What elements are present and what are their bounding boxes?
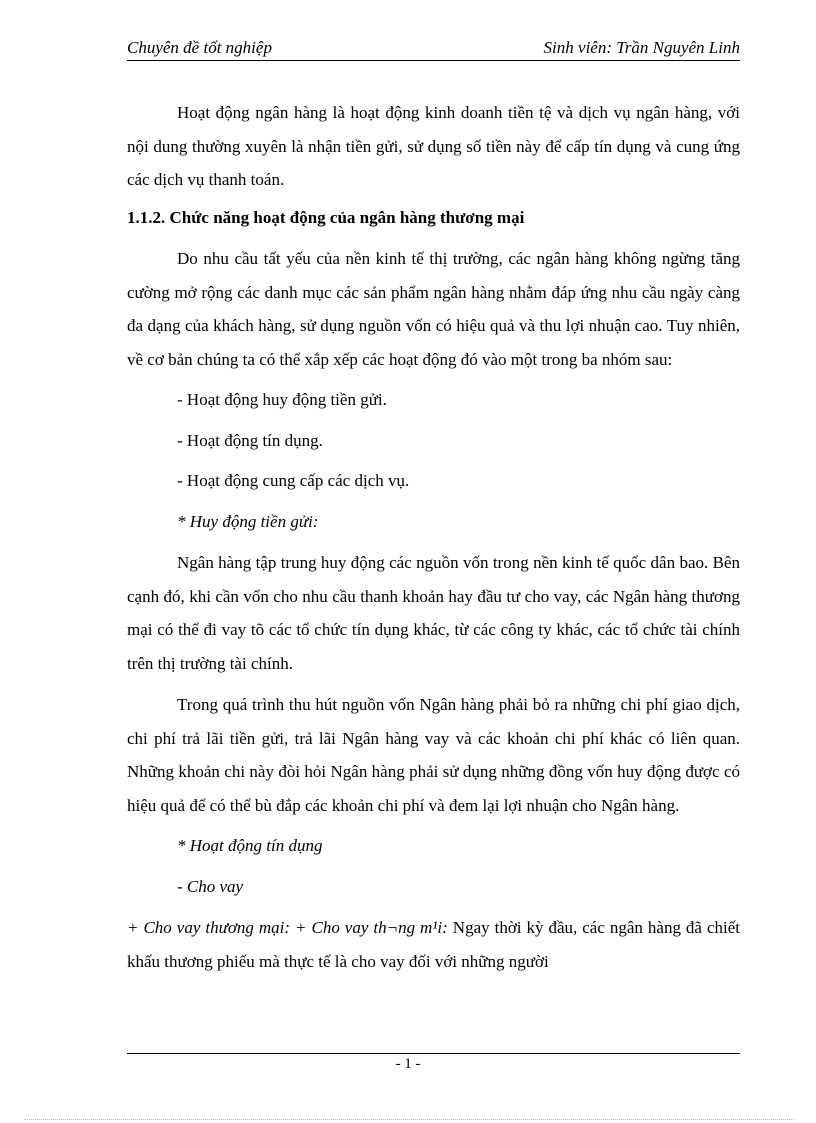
subheading-credit: * Hoạt động tín dụng <box>177 836 323 855</box>
paragraph-costs: Trong quá trình thu hút nguồn vốn Ngân hàng phải bỏ ra những chi phí giao dịch, chi phí trả lãi tiền gửi, trả lãi Ngân hàng vay và các khoản chi phí khác có liên quan. Những khoản chi này đòi hỏi Ngân hàng phải sử dụng những đồng vốn huy động được có hiệu quả để có thể bù đắp các khoản chi phí và đem lại lợi nhuận cho Ngân hàng. <box>127 695 740 815</box>
document-body <box>127 96 740 978</box>
header-author: Sinh viên: Trần Nguyên Linh <box>543 38 740 57</box>
paragraph-deposit: Ngân hàng tập trung huy động các nguồn vốn trong nền kinh tế quốc dân bao. Bên cạnh đó, khi cần vốn cho nhu cầu thanh khoản hay đầu tư cho vay, các Ngân hàng thương mại có thể đi vay tõ các tổ chức tín dụng khác, từ các công ty khác, các tổ chức tài chính trên thị trường tài chính. <box>127 553 740 673</box>
bullet-deposit: - Hoạt động huy động tiền gửi. <box>177 390 387 409</box>
header-title: Chuyên đề tốt nghiệp <box>127 38 272 57</box>
bullet-credit: - Hoạt động tín dụng. <box>177 430 323 450</box>
bullet-services: - Hoạt động cung cấp các dịch vụ. <box>177 471 410 490</box>
paragraph-intro: Hoạt động ngân hàng là hoạt động kinh doanh tiền tệ và dịch vụ ngân hàng, với nội dung thường xuyên là nhận tiền gửi, sử dụng số tiền này để cấp tín dụng và cung ứng các dịch vụ thanh toán. <box>127 103 740 189</box>
page-number: - 1 - <box>395 1056 421 1072</box>
page-header <box>127 38 740 61</box>
subheading-deposit: * Huy động tiền gửi: <box>177 511 319 531</box>
page-break-line <box>24 1119 794 1120</box>
commercial-lending-label: + Cho vay thương mại: + Cho vay th¬ng m¹i: <box>127 918 448 937</box>
commercial-lending-text: Ngay thời kỳ đầu, các ngân hàng đã chiết khấu thương phiếu mà thực tế là cho vay đối với những người <box>127 918 740 971</box>
footer-rule <box>127 1053 740 1054</box>
paragraph-commercial-lending <box>127 911 740 978</box>
section-heading: 1.1.2. Chức năng hoạt động của ngân hàng thương mại <box>127 207 525 227</box>
paragraph-functions: Do nhu cầu tất yếu của nền kinh tế thị trường, các ngân hàng không ngừng tăng cường mở rộng các danh mục các sản phẩm ngân hàng nhằm đáp ứng nhu cầu ngày càng đa dạng của khách hàng, sử dụng nguồn vốn có hiệu quả và thu lợi nhuận cao. Tuy nhiên, về cơ bản chúng ta có thể xắp xếp các hoạt động đó vào một trong ba nhóm sau: <box>127 249 740 369</box>
subheading-lending: - Cho vay <box>177 876 244 896</box>
